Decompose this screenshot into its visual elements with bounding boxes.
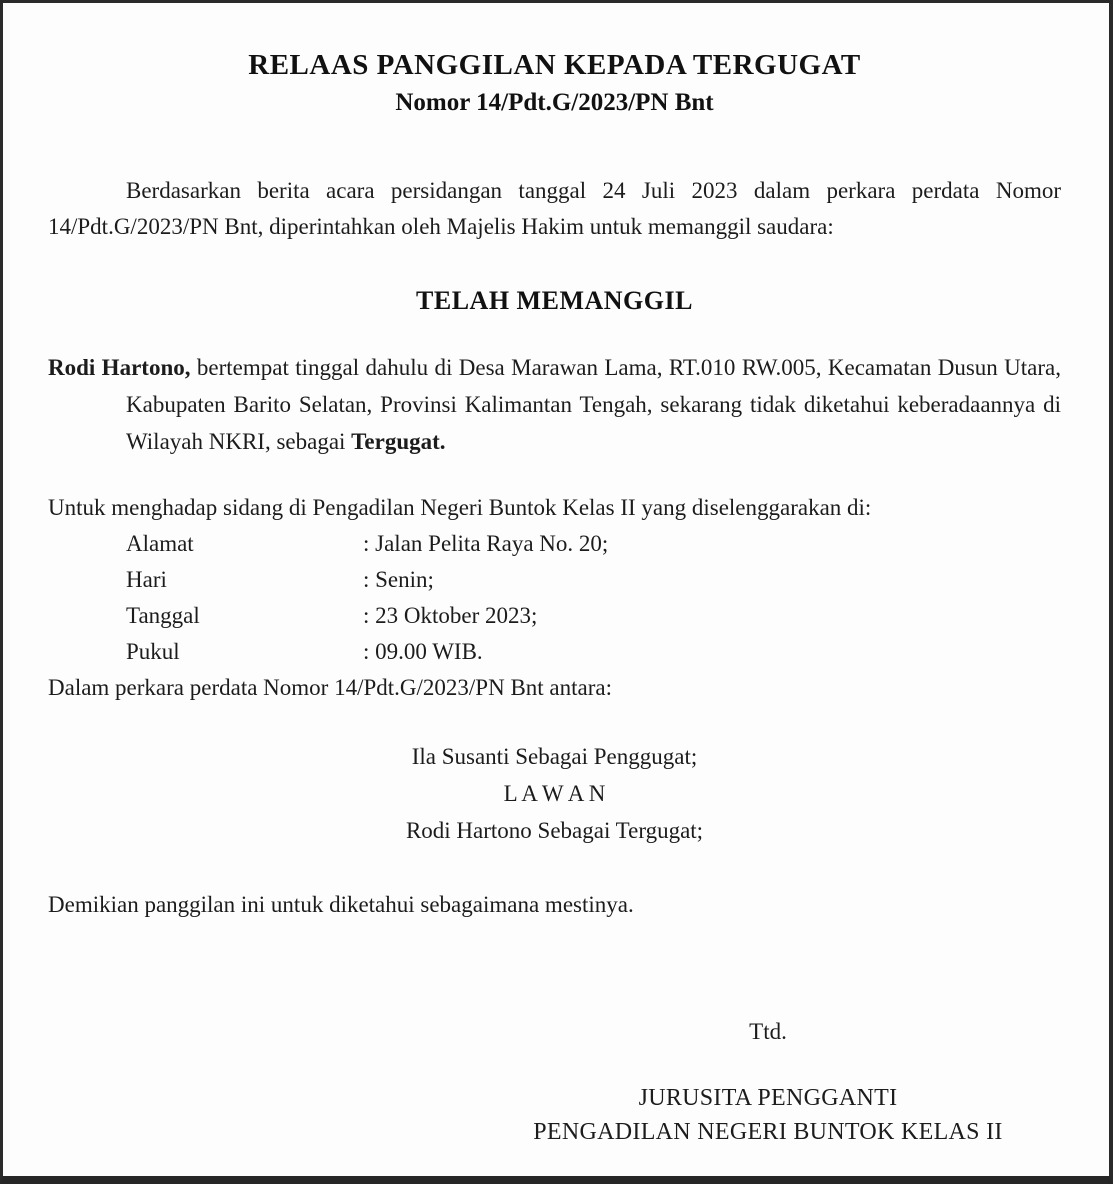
defendant-line: Rodi Hartono Sebagai Tergugat; [405,818,704,843]
plaintiff-line: Ila Susanti Sebagai Penggugat; [411,744,698,769]
defendant-paragraph [48,349,1061,460]
detail-value: : 09.00 WIB. [363,639,483,664]
defendant-role: Tergugat. [351,429,446,454]
signature-block [518,1015,1018,1149]
detail-row-pukul [48,634,1061,670]
document-title: RELAAS PANGGILAN KEPADA TERGUGAT [248,49,861,81]
defendant-name: Rodi Hartono, [48,355,191,380]
detail-row-hari [48,562,1061,598]
case-number: Nomor 14/Pdt.G/2023/PN Bnt [395,89,714,116]
detail-value: : Senin; [363,567,434,592]
signature-office-line2: PENGADILAN NEGERI BUNTOK KELAS II [533,1119,1003,1145]
signature-office-line1: JURUSITA PENGGANTI [638,1085,898,1111]
closing-line: Demikian panggilan ini untuk diketahui sebagaimana mestinya. [48,892,634,917]
parties-block [48,738,1061,849]
detail-label: Hari [126,567,167,592]
ttd-line: Ttd. [749,1019,787,1044]
detail-row-tanggal [48,598,1061,634]
detail-label: Pukul [126,639,180,664]
summons-intro: Untuk menghadap sidang di Pengadilan Negeri Buntok Kelas II yang diselenggarakan di: [48,495,872,520]
detail-row-alamat [48,526,1061,562]
versus-line: L A W A N [503,781,606,806]
detail-label: Tanggal [126,603,200,628]
intro-paragraph: Berdasarkan berita acara persidangan tanggal 24 Juli 2023 dalam perkara perdata Nomor 14/Pdt.G/2023/PN Bnt, diperintahkan oleh Majelis Hakim untuk memanggil saudara: [48,178,1061,239]
detail-value: : 23 Oktober 2023; [363,603,538,628]
detail-label: Alamat [126,531,194,556]
defendant-description: bertempat tinggal dahulu di Desa Marawan Lama, RT.010 RW.005, Kecamatan Dusun Utara, Kabupaten Barito Selatan, Provinsi Kalimantan Tengah, sekarang tidak diketahui keberadaannya di Wilayah NKRI, sebagai [126,355,1061,454]
detail-value: : Jalan Pelita Raya No. 20; [363,531,609,556]
section-heading: TELAH MEMANGGIL [416,286,693,315]
case-line: Dalam perkara perdata Nomor 14/Pdt.G/2023/PN Bnt antara: [48,675,612,700]
